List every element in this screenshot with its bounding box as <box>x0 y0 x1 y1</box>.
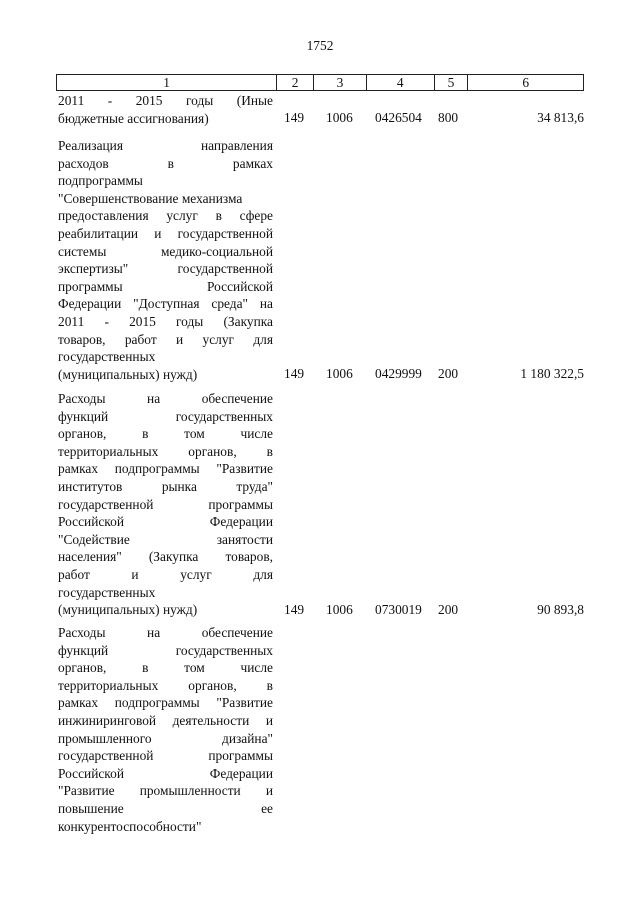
header-col-5: 5 <box>435 75 469 90</box>
description-line: "Совершенствование механизма <box>58 190 243 206</box>
description-line: подпрограммы <box>58 173 143 189</box>
header-col-3: 3 <box>314 75 367 90</box>
description-line: "Содействие занятости <box>58 531 273 547</box>
table-row <box>58 624 586 835</box>
description-line: повышение ее <box>58 800 273 816</box>
cell-gr: 149 <box>284 366 305 382</box>
header-col-4: 4 <box>367 75 435 90</box>
description-line: "Развитие промышленности и <box>58 783 273 799</box>
description-line: (муниципальных) нужд) <box>58 602 198 618</box>
description-line: расходов в рамках <box>58 155 273 171</box>
description-line: территориальных органов, в <box>58 677 273 693</box>
description-line: населения" (Закупка товаров, <box>58 549 273 565</box>
description-line: государственных <box>58 584 156 600</box>
cell-rz: 1006 <box>326 366 353 382</box>
cell-sum: 90 893,8 <box>537 601 584 617</box>
cell-sum: 34 813,6 <box>537 110 584 126</box>
description-line: органов, в том числе <box>58 426 273 442</box>
description-line: бюджетные ассигнования) <box>58 110 209 126</box>
header-col-2: 2 <box>277 75 314 90</box>
description-line: реабилитации и государственной <box>58 225 273 241</box>
header-col-6: 6 <box>522 75 530 90</box>
header-col-1: 1 <box>57 75 277 90</box>
cell-rz: 1006 <box>326 110 353 126</box>
description-line: конкурентоспособности" <box>58 818 202 834</box>
cell-csr: 0429999 <box>375 366 422 382</box>
row-description <box>58 137 273 383</box>
description-line: Российской Федерации <box>58 514 273 530</box>
row-values <box>58 365 586 383</box>
description-line: инжиниринговой деятельности и <box>58 712 273 728</box>
cell-gr: 149 <box>284 110 305 126</box>
row-values <box>58 109 586 127</box>
description-line: экспертизы" государственной <box>58 261 273 277</box>
description-line: Федерации "Доступная среда" на <box>58 296 273 312</box>
table-row <box>58 137 586 383</box>
description-line: органов, в том числе <box>58 660 273 676</box>
description-line: 2011 - 2015 годы (Закупка <box>58 313 273 329</box>
description-line: государственной программы <box>58 496 273 512</box>
description-line: государственных <box>58 349 156 365</box>
cell-vr: 200 <box>438 601 459 617</box>
description-line: Расходы на обеспечение <box>58 391 273 406</box>
cell-gr: 149 <box>284 601 305 617</box>
cell-rz: 1006 <box>326 601 353 617</box>
description-line: Российской Федерации <box>58 765 273 781</box>
description-line: предоставления услуг в сфере <box>58 208 273 224</box>
description-line: программы Российской <box>58 278 273 294</box>
cell-sum: 1 180 322,5 <box>520 366 584 382</box>
description-line: Расходы на обеспечение <box>58 625 273 640</box>
description-line: рамках подпрограммы "Развитие <box>58 695 273 711</box>
description-line: системы медико-социальной <box>58 243 273 259</box>
description-line: (муниципальных) нужд) <box>58 366 198 382</box>
description-line: рамках подпрограммы "Развитие <box>58 461 273 477</box>
table-row <box>58 92 586 127</box>
description-line: товаров, работ и услуг для <box>58 331 273 347</box>
description-line: промышленного дизайна" <box>58 730 273 746</box>
cell-csr: 0426504 <box>375 110 422 126</box>
cell-csr: 0730019 <box>375 601 422 617</box>
description-line: функций государственных <box>58 408 273 424</box>
table-header-row <box>56 74 584 91</box>
row-values <box>58 601 586 619</box>
description-line: 2011 - 2015 годы (Иные <box>58 93 273 108</box>
description-line: территориальных органов, в <box>58 443 273 459</box>
row-description <box>58 624 273 835</box>
cell-vr: 200 <box>438 366 459 382</box>
table-row <box>58 390 586 619</box>
description-line: Реализация направления <box>58 138 273 153</box>
description-line: государственной программы <box>58 748 273 764</box>
description-line: работ и услуг для <box>58 566 273 582</box>
page-number: 1752 <box>306 38 334 53</box>
row-description <box>58 390 273 619</box>
cell-vr: 800 <box>438 110 459 126</box>
description-line: функций государственных <box>58 642 273 658</box>
description-line: институтов рынка труда" <box>58 478 273 494</box>
